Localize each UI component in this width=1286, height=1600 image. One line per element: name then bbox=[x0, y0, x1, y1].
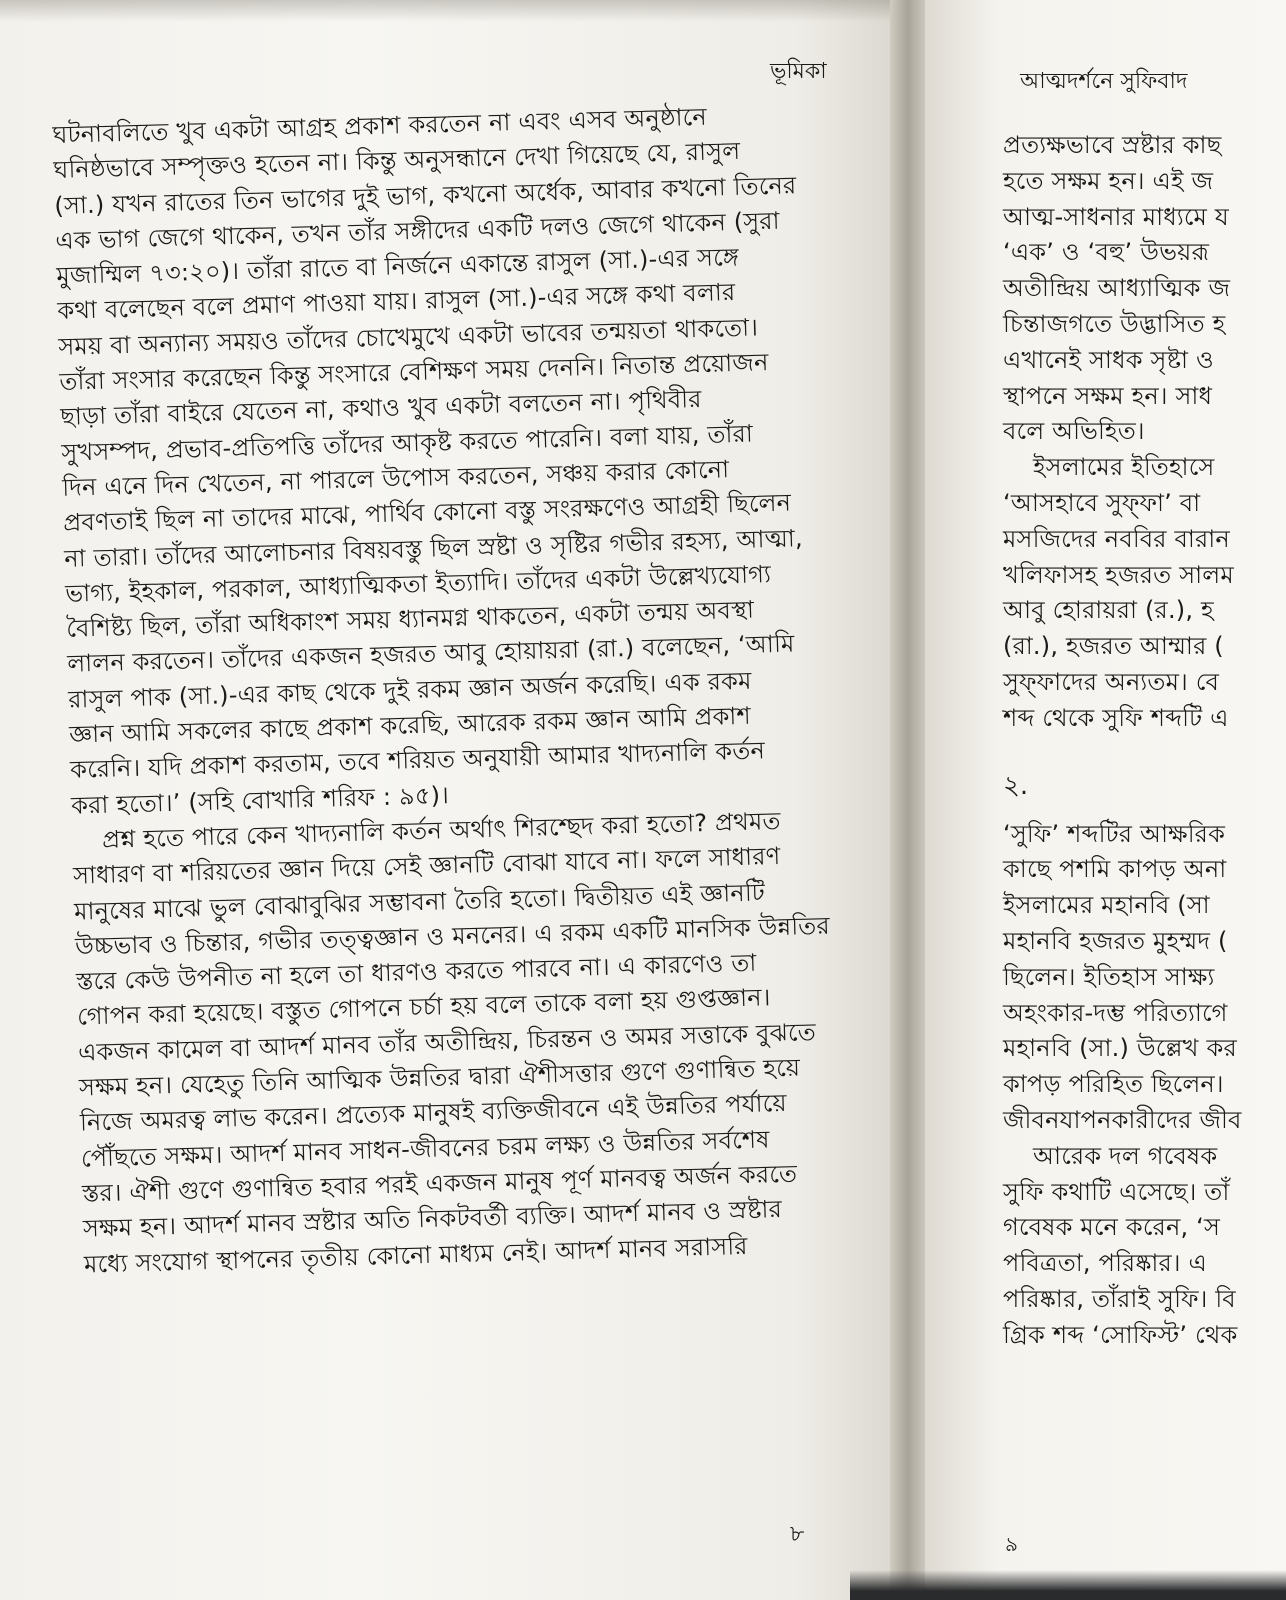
text-line: করা হতো।’ (সহি বোখারি শরিফ : ৯৫)। bbox=[70, 780, 450, 820]
text-line: মসজিদের নববির বারান bbox=[1003, 524, 1230, 553]
text-line: উচ্চভাব ও চিন্তার, গভীর তত্ত্বজ্ঞান ও মননের। এ রকম একটি মানসিক উন্নতির bbox=[74, 911, 831, 961]
page-shadow bbox=[0, 0, 905, 22]
text-line: সময় বা অন্যান্য সময়ও তাঁদের চোখেমুখে একটা ভাবের তন্ময়তা থাকতো। bbox=[57, 313, 759, 361]
text-line: (সা.) যখন রাতের তিন ভাগের দুই ভাগ, কখনো অর্ধেক, আবার কখনো তিনের bbox=[54, 170, 797, 220]
text-line: সক্ষম হন। যেহেতু তিনি আত্মিক উন্নতির দ্বারা ঐশীসত্তার গুণে গুণান্বিত হয়ে bbox=[78, 1053, 801, 1102]
text-line: মহানবি (সা.) উল্লেখ কর bbox=[1003, 1034, 1237, 1063]
right-paragraph-block-2 bbox=[1003, 817, 1286, 1354]
text-line: সুখসম্পদ, প্রভাব-প্রতিপত্তি তাঁদের আকৃষ্ট করতে পারেনি। বলা যায়, তাঁরা bbox=[60, 419, 754, 467]
text-line: খলিফাসহ হজরত সালম bbox=[1003, 560, 1234, 589]
text-line: লালন করতেন। তাঁদের একজন হজরত আবু হোয়ায়রা (রা.) বলেছেন, ‘আমি bbox=[66, 629, 795, 679]
text-line: অতীন্দ্রিয় আধ্যাত্মিক জ bbox=[1003, 274, 1231, 303]
left-body-text bbox=[52, 96, 864, 1282]
text-line: ঘনিষ্ঠভাবে সম্পৃক্তও হতেন না। কিন্তু অনুসন্ধানে দেখা গিয়েছে যে, রাসুল bbox=[53, 137, 741, 185]
text-line: তাঁরা সংসার করেছেন কিন্তু সংসারে বেশিক্ষণ সময় দেননি। নিতান্ত প্রয়োজন bbox=[58, 348, 769, 396]
text-line: পৌঁছতে সক্ষম। আদর্শ মানব সাধন-জীবনের চরম লক্ষ্য ও উন্নতির সর্বশেষ bbox=[80, 1124, 771, 1173]
text-line: ছাড়া তাঁরা বাইরে যেতেন না, কথাও খুব একটা বলতেন না। পৃথিবীর bbox=[59, 385, 702, 432]
text-line: ইসলামের মহানবি (সা bbox=[1003, 891, 1210, 920]
text-line: ‘আসহাবে সুফ্ফা’ বা bbox=[1003, 488, 1201, 517]
text-line: সাধারণ বা শরিয়তের জ্ঞান দিয়ে সেই জ্ঞানটি বোঝা যাবে না। ফলে সাধারণ bbox=[72, 842, 781, 890]
text-line: কাছে পশমি কাপড় অনা bbox=[1003, 855, 1227, 884]
text-line: ঘটনাবলিতে খুব একটা আগ্রহ প্রকাশ করতেন না এবং এসব অনুষ্ঠানে bbox=[52, 102, 708, 149]
text-line: প্রবণতাই ছিল না তাদের মাঝে, পার্থিব কোনো বস্তু সংরক্ষণেও আগ্রহী ছিলেন bbox=[62, 488, 792, 538]
right-running-head: আত্মদর্শনে সুফিবাদ bbox=[1020, 69, 1188, 94]
text-line: আত্ম-সাধনার মাধ্যমে য bbox=[1003, 202, 1229, 231]
text-line: ‘এক’ ও ‘বহু’ উভয়রূ bbox=[1003, 238, 1210, 267]
text-line: জীবনযাপনকারীদের জীব bbox=[1003, 1105, 1242, 1134]
text-line: মহানবি হজরত মুহম্মদ ( bbox=[1003, 926, 1228, 955]
text-line: স্থাপনে সক্ষম হন। সাধ bbox=[1003, 381, 1213, 410]
text-line: মধ্যে সংযোগ স্থাপনের তৃতীয় কোনো মাধ্যম নেই। আদর্শ মানব সরাসরি bbox=[83, 1231, 748, 1279]
text-line: এক ভাগ জেগে থাকেন, তখন তাঁর সঙ্গীদের একটি দলও জেগে থাকেন (সুরা bbox=[55, 206, 781, 255]
text-line: নিজে অমরত্ব লাভ করেন। প্রত্যেক মানুষই ব্যক্তিজীবনে এই উন্নতির পর্যায়ে bbox=[79, 1089, 788, 1137]
text-line: ছিলেন। ইতিহাস সাক্ষ্য bbox=[1003, 962, 1215, 991]
right-paragraph-block-1 bbox=[1003, 128, 1286, 737]
text-line: কথা বলেছেন বলে প্রমাণ পাওয়া যায়। রাসুল (সা.)-এর সঙ্গে কথা বলার bbox=[57, 278, 736, 326]
text-line: মুজাম্মিল ৭৩:২০)। তাঁরা রাতে বা নির্জনে একান্তে রাসুল (সা.)-এর সঙ্গে bbox=[56, 243, 740, 291]
text-line: মানুষের মাঝে ভুল বোঝাবুঝির সম্ভাবনা তৈরি হতো। দ্বিতীয়ত এই জ্ঞানটি bbox=[73, 877, 766, 926]
text-line: আবু হোরায়রা (র.), হ bbox=[1003, 596, 1214, 625]
text-line: করেনি। যদি প্রকাশ করতাম, তবে শরিয়ত অনুযায়ী আমার খাদ্যনালি কর্তন bbox=[69, 736, 766, 785]
text-line: কাপড় পরিহিত ছিলেন। bbox=[1003, 1070, 1224, 1099]
text-line: প্রশ্ন হতে পারে কেন খাদ্যনালি কর্তন অর্থাৎ শিরশ্ছেদ করা হতো? প্রথমত bbox=[101, 806, 782, 854]
text-line: এখানেই সাধক সৃষ্টা ও bbox=[1003, 345, 1214, 374]
text-line: গবেষক মনে করেন, ‘স bbox=[1003, 1213, 1221, 1242]
text-line: একজন কামেল বা আদর্শ মানব তাঁর অতীন্দ্রিয়, চিরন্তন ও অমর সত্তাকে বুঝতে bbox=[77, 1017, 817, 1067]
text-line: চিন্তাজগতে উদ্ভাসিত হ bbox=[1003, 309, 1226, 338]
text-line: না তারা। তাঁদের আলোচনার বিষয়বস্তু ছিল স্রষ্টা ও সৃষ্টির গভীর রহস্য, আত্মা, bbox=[63, 523, 804, 573]
book-gutter bbox=[890, 0, 930, 1600]
text-line: সুফ্ফাদের অন্যতম। বে bbox=[1003, 667, 1220, 696]
section-number: ২. bbox=[1003, 770, 1029, 801]
text-line: ইসলামের ইতিহাসে bbox=[1033, 453, 1215, 482]
text-line: গোপন করা হয়েছে। বস্তুত গোপনে চর্চা হয় বলে তাকে বলা হয় গুপ্তজ্ঞান। bbox=[76, 983, 771, 1032]
text-line: ভাগ্য, ইহকাল, পরকাল, আধ্যাত্মিকতা ইত্যাদি। তাঁদের একটা উল্লেখ্যযোগ্য bbox=[64, 559, 772, 608]
text-line: দিন এনে দিন খেতেন, না পারলে উপোস করতেন, সঞ্চয় করার কোনো bbox=[61, 455, 730, 502]
text-line: পবিত্রতা, পরিষ্কার। এ bbox=[1003, 1249, 1208, 1278]
text-line: (রা.), হজরত আম্মার ( bbox=[1003, 632, 1224, 661]
text-line: স্তরে কেউ উপনীত না হলে তা ধারণও করতে পারবে না। এ কারণেও তা bbox=[75, 948, 757, 996]
desk-edge bbox=[850, 1570, 1286, 1600]
text-line: বলে অভিহিত। bbox=[1003, 417, 1145, 446]
text-line: অহংকার-দম্ভ পরিত্যাগে bbox=[1003, 998, 1228, 1027]
text-line: রাসুল পাক (সা.)-এর কাছ থেকে দুই রকম জ্ঞান অর্জন করেছি। এক রকম bbox=[67, 666, 752, 714]
text-line: বৈশিষ্ট্য ছিল, তাঁরা অধিকাংশ সময় ধ্যানমগ্ন থাকতেন, একটা তন্ময় অবস্থা bbox=[65, 595, 755, 643]
left-running-head: ভূমিকা bbox=[770, 59, 827, 84]
right-page bbox=[925, 0, 1286, 1600]
text-line: আরেক দল গবেষক bbox=[1033, 1141, 1218, 1170]
text-line: স্তর। ঐশী গুণে গুণান্বিত হবার পরই একজন মানুষ পূর্ণ মানবত্ব অর্জন করতে bbox=[81, 1159, 798, 1208]
text-line: ‘সুফি’ শব্দটির আক্ষরিক bbox=[1003, 819, 1226, 848]
text-line: হতে সক্ষম হন। এই জ bbox=[1003, 166, 1214, 195]
text-line: জ্ঞান আমি সকলের কাছে প্রকাশ করেছি, আরেক রকম জ্ঞান আমি প্রকাশ bbox=[68, 701, 752, 749]
text-line: সক্ষম হন। আদর্শ মানব স্রষ্টার অতি নিকটবর্তী ব্যক্তি। আদর্শ মানব ও স্রষ্টার bbox=[82, 1195, 783, 1243]
text-line: সুফি কথাটি এসেছে। তাঁ bbox=[1003, 1177, 1230, 1206]
text-line: শব্দ থেকে সুফি শব্দটি এ bbox=[1003, 703, 1229, 732]
text-line: পরিষ্কার, তাঁরাই সুফি। বি bbox=[1003, 1284, 1236, 1313]
text-line: প্রত্যক্ষভাবে স্রষ্টার কাছ bbox=[1003, 131, 1222, 159]
right-body-text bbox=[1003, 128, 1286, 1354]
text-line: গ্রিক শব্দ ‘সোফিস্ট’ থেক bbox=[1003, 1320, 1238, 1349]
left-page-number: ৮ bbox=[790, 1522, 805, 1547]
right-page-number: ৯ bbox=[1005, 1532, 1018, 1556]
